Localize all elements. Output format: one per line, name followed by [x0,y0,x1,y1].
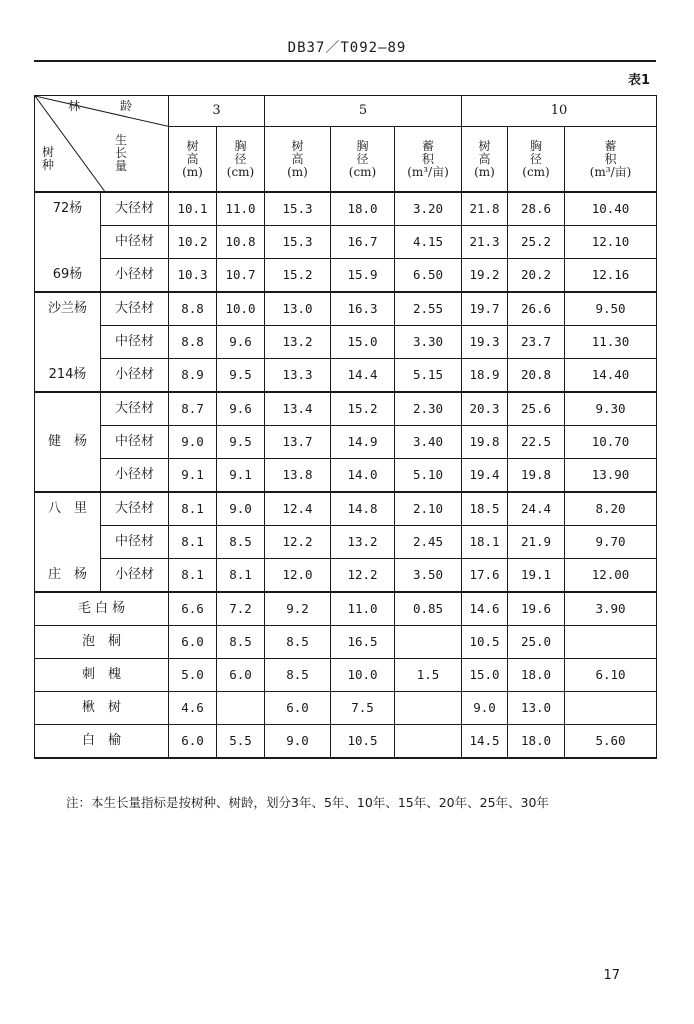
metric-header-part: 蓄 [421,138,434,153]
value-cell [565,692,657,725]
size-class-cell: 小径材 [101,259,169,293]
species-cell: 八 里 [35,492,101,526]
size-class-cell: 大径材 [101,192,169,226]
value-cell: 11.30 [565,326,657,359]
metric-header-part: 高 [291,151,304,166]
table-row [35,359,657,393]
metric-header-part: 胸 [234,138,247,153]
value-cell: 9.0 [169,426,217,459]
value-cell: 16.7 [331,226,395,259]
value-cell: 19.4 [462,459,508,493]
table-row [35,559,657,593]
value-cell: 9.5 [217,359,265,393]
species-cell [35,459,101,493]
value-cell: 3.30 [395,326,462,359]
value-cell: 18.0 [508,725,565,759]
size-class-cell: 大径材 [101,292,169,326]
value-cell: 15.0 [331,326,395,359]
footnote: 注：本生长量指标是按树种、树龄，划分3年、5年、10年、15年、20年、25年、30年 [66,795,549,810]
metric-header-part: (cm) [348,164,377,179]
size-class-cell: 中径材 [101,526,169,559]
page-number: 17 [603,968,620,983]
value-cell: 19.6 [508,592,565,626]
value-cell: 6.50 [395,259,462,293]
corner-species-label: 树 种 [41,145,54,172]
metric-header-part: 径 [529,151,542,166]
metric-header-volume-age-5 [395,127,462,193]
value-cell: 14.8 [331,492,395,526]
species-cell: 毛 白 杨 [35,592,169,626]
size-class-cell: 大径材 [101,392,169,426]
growth-table [34,95,657,759]
metric-header-height-age-10 [462,127,508,193]
value-cell: 3.50 [395,559,462,593]
value-cell: 28.6 [508,192,565,226]
value-cell: 19.7 [462,292,508,326]
value-cell: 12.16 [565,259,657,293]
value-cell: 8.9 [169,359,217,393]
size-class-cell: 中径材 [101,226,169,259]
value-cell: 12.0 [265,559,331,593]
size-class-cell: 小径材 [101,359,169,393]
size-class-cell: 中径材 [101,426,169,459]
value-cell: 13.3 [265,359,331,393]
value-cell: 2.55 [395,292,462,326]
table-row [35,226,657,259]
page-header-code: DB37／T092—89 [287,40,407,56]
value-cell: 13.2 [265,326,331,359]
value-cell: 14.0 [331,459,395,493]
value-cell: 20.2 [508,259,565,293]
value-cell: 19.8 [508,459,565,493]
size-class-cell: 中径材 [101,326,169,359]
header-rule [34,60,656,62]
value-cell: 9.50 [565,292,657,326]
table-row [35,526,657,559]
value-cell: 18.0 [508,659,565,692]
value-cell: 18.1 [462,526,508,559]
value-cell: 5.10 [395,459,462,493]
metric-header-part: 蓄 [604,138,617,153]
value-cell: 12.2 [331,559,395,593]
species-cell: 214杨 [35,359,101,393]
species-cell: 72杨 [35,192,101,226]
value-cell: 14.5 [462,725,508,759]
age-header-5: 5 [265,96,462,127]
value-cell: 15.9 [331,259,395,293]
single-species-rows [35,592,657,758]
value-cell: 12.10 [565,226,657,259]
metric-header-part: 高 [186,151,199,166]
value-cell: 13.0 [265,292,331,326]
value-cell: 0.85 [395,592,462,626]
table-row [35,326,657,359]
value-cell: 15.3 [265,192,331,226]
value-cell [395,725,462,759]
metric-header-part: 树 [186,138,199,153]
metric-header-part: 胸 [356,138,369,153]
value-cell: 6.0 [265,692,331,725]
value-cell: 25.2 [508,226,565,259]
value-cell: 5.5 [217,725,265,759]
metric-header-part: 积 [604,151,617,166]
metric-header-part: (m³/亩) [589,164,632,179]
metric-header-part: 胸 [529,138,542,153]
value-cell: 3.40 [395,426,462,459]
metric-header-dbh-age-10 [508,127,565,193]
metric-header-part: (m) [182,164,203,179]
value-cell: 10.7 [217,259,265,293]
value-cell: 8.5 [217,526,265,559]
metric-header-volume-age-10 [565,127,657,193]
value-cell: 1.5 [395,659,462,692]
value-cell: 10.40 [565,192,657,226]
value-cell: 8.1 [169,492,217,526]
value-cell: 13.8 [265,459,331,493]
value-cell: 7.5 [331,692,395,725]
value-cell [395,626,462,659]
size-class-cell: 小径材 [101,559,169,593]
species-cell: 健 杨 [35,426,101,459]
species-cell: 楸 树 [35,692,169,725]
value-cell: 25.6 [508,392,565,426]
value-cell [565,626,657,659]
value-cell: 13.2 [331,526,395,559]
value-cell: 8.1 [217,559,265,593]
value-cell: 10.70 [565,426,657,459]
table-row [35,592,657,626]
value-cell: 21.8 [462,192,508,226]
value-cell: 26.6 [508,292,565,326]
value-cell: 4.6 [169,692,217,725]
value-cell: 20.3 [462,392,508,426]
metric-header-dbh-age-3 [217,127,265,193]
metric-header-part: 高 [478,151,491,166]
value-cell: 12.00 [565,559,657,593]
value-cell: 5.15 [395,359,462,393]
value-cell: 7.2 [217,592,265,626]
species-cell [35,392,101,426]
value-cell: 8.5 [217,626,265,659]
metric-header-part: 径 [234,151,247,166]
metric-header-dbh-age-5 [331,127,395,193]
species-cell [35,526,101,559]
value-cell: 19.8 [462,426,508,459]
value-cell: 8.5 [265,659,331,692]
table-row [35,459,657,493]
value-cell: 22.5 [508,426,565,459]
value-cell: 9.6 [217,326,265,359]
value-cell: 23.7 [508,326,565,359]
table-row [35,392,657,426]
species-cell: 刺 槐 [35,659,169,692]
value-cell: 8.7 [169,392,217,426]
value-cell: 19.1 [508,559,565,593]
value-cell: 21.3 [462,226,508,259]
table-row [35,292,657,326]
value-cell: 13.0 [508,692,565,725]
metric-header-part: 树 [478,138,491,153]
value-cell: 4.15 [395,226,462,259]
metric-header-part: 积 [421,151,434,166]
value-cell: 3.20 [395,192,462,226]
value-cell: 9.30 [565,392,657,426]
species-cell: 庄 杨 [35,559,101,593]
value-cell: 19.3 [462,326,508,359]
value-cell: 16.5 [331,626,395,659]
value-cell: 15.3 [265,226,331,259]
value-cell: 18.0 [331,192,395,226]
value-cell: 15.2 [265,259,331,293]
table-row [35,692,657,725]
value-cell: 16.3 [331,292,395,326]
size-class-cell: 大径材 [101,492,169,526]
value-cell: 6.0 [169,626,217,659]
value-cell: 8.1 [169,526,217,559]
value-cell: 9.70 [565,526,657,559]
value-cell: 9.6 [217,392,265,426]
table-label: 表1 [627,73,650,88]
metric-header-part: (cm) [226,164,255,179]
table-row [35,426,657,459]
value-cell: 10.0 [331,659,395,692]
table-row [35,192,657,226]
metric-header-height-age-5 [265,127,331,193]
value-cell: 14.9 [331,426,395,459]
value-cell: 12.4 [265,492,331,526]
value-cell: 6.6 [169,592,217,626]
corner-age-label: 林 龄 [68,99,150,113]
value-cell: 14.6 [462,592,508,626]
value-cell: 6.10 [565,659,657,692]
value-cell: 8.8 [169,326,217,359]
size-class-cell: 小径材 [101,459,169,493]
value-cell: 10.8 [217,226,265,259]
metric-header-height-age-3 [169,127,217,193]
metric-header-part: (m) [287,164,308,179]
metric-header-part: 径 [356,151,369,166]
value-cell: 21.9 [508,526,565,559]
metric-header-part: (cm) [522,164,550,179]
value-cell: 8.8 [169,292,217,326]
value-cell: 9.0 [265,725,331,759]
value-cell: 9.0 [217,492,265,526]
species-groups [35,192,657,592]
value-cell: 20.8 [508,359,565,393]
value-cell: 15.2 [331,392,395,426]
value-cell: 10.2 [169,226,217,259]
metric-header-part: 树 [291,138,304,153]
value-cell: 10.0 [217,292,265,326]
species-cell: 白 榆 [35,725,169,759]
value-cell: 10.5 [331,725,395,759]
table-row [35,725,657,759]
corner-growth-label: 生 长 量 [114,133,127,173]
value-cell: 2.45 [395,526,462,559]
value-cell: 10.3 [169,259,217,293]
value-cell: 10.5 [462,626,508,659]
table-row [35,626,657,659]
value-cell: 14.40 [565,359,657,393]
species-cell: 沙兰杨 [35,292,101,326]
value-cell [395,692,462,725]
value-cell: 25.0 [508,626,565,659]
value-cell: 10.1 [169,192,217,226]
value-cell: 3.90 [565,592,657,626]
value-cell: 9.0 [462,692,508,725]
age-header-3: 3 [169,96,265,127]
value-cell: 8.20 [565,492,657,526]
value-cell: 11.0 [217,192,265,226]
value-cell: 14.4 [331,359,395,393]
value-cell: 5.0 [169,659,217,692]
species-cell [35,226,101,259]
metric-header-part: (m³/亩) [407,164,449,179]
value-cell: 8.5 [265,626,331,659]
table-row [35,659,657,692]
value-cell: 9.1 [217,459,265,493]
value-cell [217,692,265,725]
species-cell: 泡 桐 [35,626,169,659]
species-cell: 69杨 [35,259,101,293]
metric-header-part: (m) [474,164,495,179]
table-row [35,492,657,526]
value-cell: 13.4 [265,392,331,426]
value-cell: 5.60 [565,725,657,759]
value-cell: 18.9 [462,359,508,393]
value-cell: 2.10 [395,492,462,526]
table-corner-cell [35,96,169,193]
value-cell: 2.30 [395,392,462,426]
value-cell: 24.4 [508,492,565,526]
value-cell: 12.2 [265,526,331,559]
value-cell: 17.6 [462,559,508,593]
value-cell: 6.0 [217,659,265,692]
table-row [35,259,657,293]
value-cell: 13.90 [565,459,657,493]
age-header-10: 10 [462,96,657,127]
value-cell: 19.2 [462,259,508,293]
value-cell: 9.5 [217,426,265,459]
value-cell: 13.7 [265,426,331,459]
value-cell: 15.0 [462,659,508,692]
value-cell: 9.2 [265,592,331,626]
species-cell [35,326,101,359]
value-cell: 18.5 [462,492,508,526]
value-cell: 9.1 [169,459,217,493]
value-cell: 11.0 [331,592,395,626]
value-cell: 6.0 [169,725,217,759]
value-cell: 8.1 [169,559,217,593]
